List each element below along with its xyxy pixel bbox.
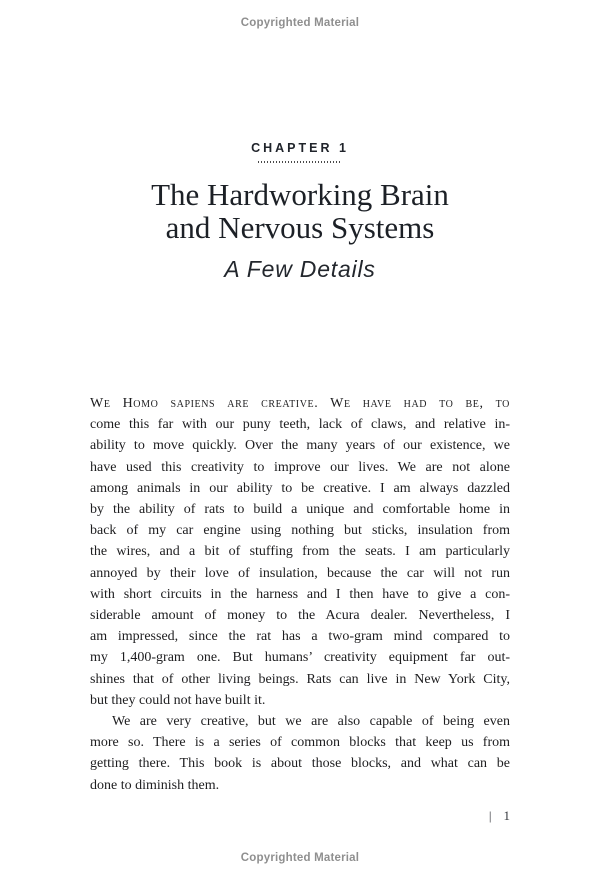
chapter-title-line2: and Nervous Systems <box>165 210 435 245</box>
body-text <box>90 393 510 796</box>
body-line: annoyed by their love of insulation, because the car will not run <box>90 565 510 581</box>
body-line: back of my car engine using nothing but sticks, insulation from <box>90 523 510 539</box>
body-line: shines that of other living beings. Rats can live in New York City, <box>90 671 510 687</box>
body-line: am impressed, since the rat has a two-gram mind compared to <box>90 629 510 645</box>
body-line: We Homo sapiens are creative. We have had to be, to <box>90 396 510 411</box>
body-line: ability to move quickly. Over the many years of our existence, we <box>90 438 510 454</box>
body-line: by the ability of rats to build a unique and comfortable home in <box>90 502 510 518</box>
body-line: more so. There is a series of common blocks that keep us from <box>90 735 510 751</box>
copyright-notice-top: Copyrighted Material <box>240 17 360 29</box>
body-line: among animals in our ability to be creative. I am always dazzled <box>90 480 510 496</box>
body-line: siderable amount of money to the Acura dealer. Nevertheless, I <box>90 608 510 624</box>
body-line: with short circuits in the harness and I then have to give a con- <box>90 586 510 602</box>
copyright-notice-bottom: Copyrighted Material <box>240 852 360 864</box>
chapter-title-line1: The Hardworking Brain <box>151 177 449 212</box>
body-line: done to diminish them. <box>90 777 220 793</box>
body-line: come this far with our puny teeth, lack of claws, and relative in- <box>90 417 510 433</box>
page-number <box>489 808 510 824</box>
body-line: have used this creativity to improve our lives. We are not alone <box>90 459 510 475</box>
body-line: but they could not have built it. <box>90 692 266 708</box>
page-number-separator: | <box>488 808 492 823</box>
body-line: We are very creative, but we are also capable of being even <box>112 714 510 730</box>
chapter-title <box>0 178 600 244</box>
chapter-subtitle: A Few Details <box>224 256 376 282</box>
body-line: my 1,400-gram one. But humans’ creativity equipment far out- <box>90 650 510 666</box>
dotted-rule <box>258 161 342 163</box>
body-line: getting there. This book is about those blocks, and what can be <box>90 756 510 772</box>
page-number-value: 1 <box>503 808 510 823</box>
chapter-label: CHAPTER 1 <box>251 141 349 155</box>
body-line: the wires, and a bit of stuffing from the seats. I am particularly <box>90 544 510 560</box>
